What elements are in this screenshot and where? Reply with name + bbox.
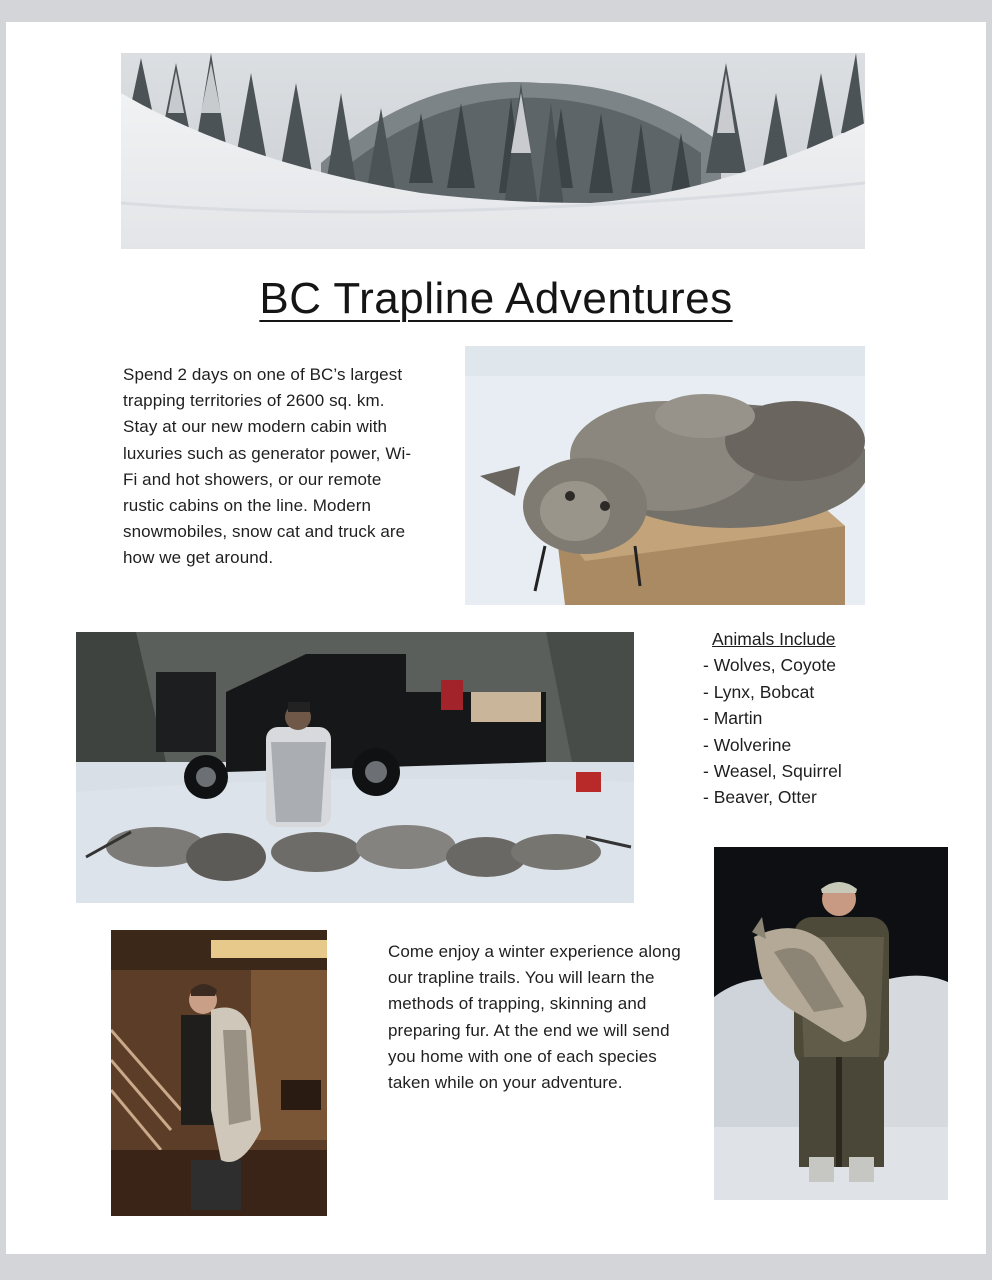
- animal-item: - Weasel, Squirrel: [703, 758, 903, 784]
- animal-item: - Wolves, Coyote: [703, 652, 903, 678]
- winter-forest-banner-photo: [121, 53, 865, 249]
- animals-heading: Animals Include: [712, 629, 836, 649]
- animal-item: - Beaver, Otter: [703, 784, 903, 810]
- woman-holding-pelt-photo: [111, 930, 327, 1216]
- truck-and-wolves-photo: [76, 632, 634, 903]
- animal-item: - Martin: [703, 705, 903, 731]
- man-holding-lynx-photo: [714, 847, 948, 1200]
- intro-paragraph: Spend 2 days on one of BC’s largest trapping territories of 2600 sq. km. Stay at our new modern cabin with luxuries such as generator power, Wi-Fi and hot showers, or our remote rustic cabins on the line. Modern snowmobiles, snow cat and truck are how we get around.: [123, 365, 412, 568]
- page-title: BC Trapline Adventures: [259, 274, 733, 323]
- flyer-page: [6, 22, 986, 1254]
- animals-list: [703, 626, 903, 811]
- experience-paragraph: Come enjoy a winter experience along our trapline trails. You will learn the methods of trapping, skinning and preparing fur. At the end we will send you home with one of each species taken while on your adventure.: [388, 942, 681, 1093]
- lynx-pelt-photo: [465, 346, 865, 605]
- animal-item: - Lynx, Bobcat: [703, 679, 903, 705]
- animals-items: [703, 652, 903, 810]
- animal-item: - Wolverine: [703, 732, 903, 758]
